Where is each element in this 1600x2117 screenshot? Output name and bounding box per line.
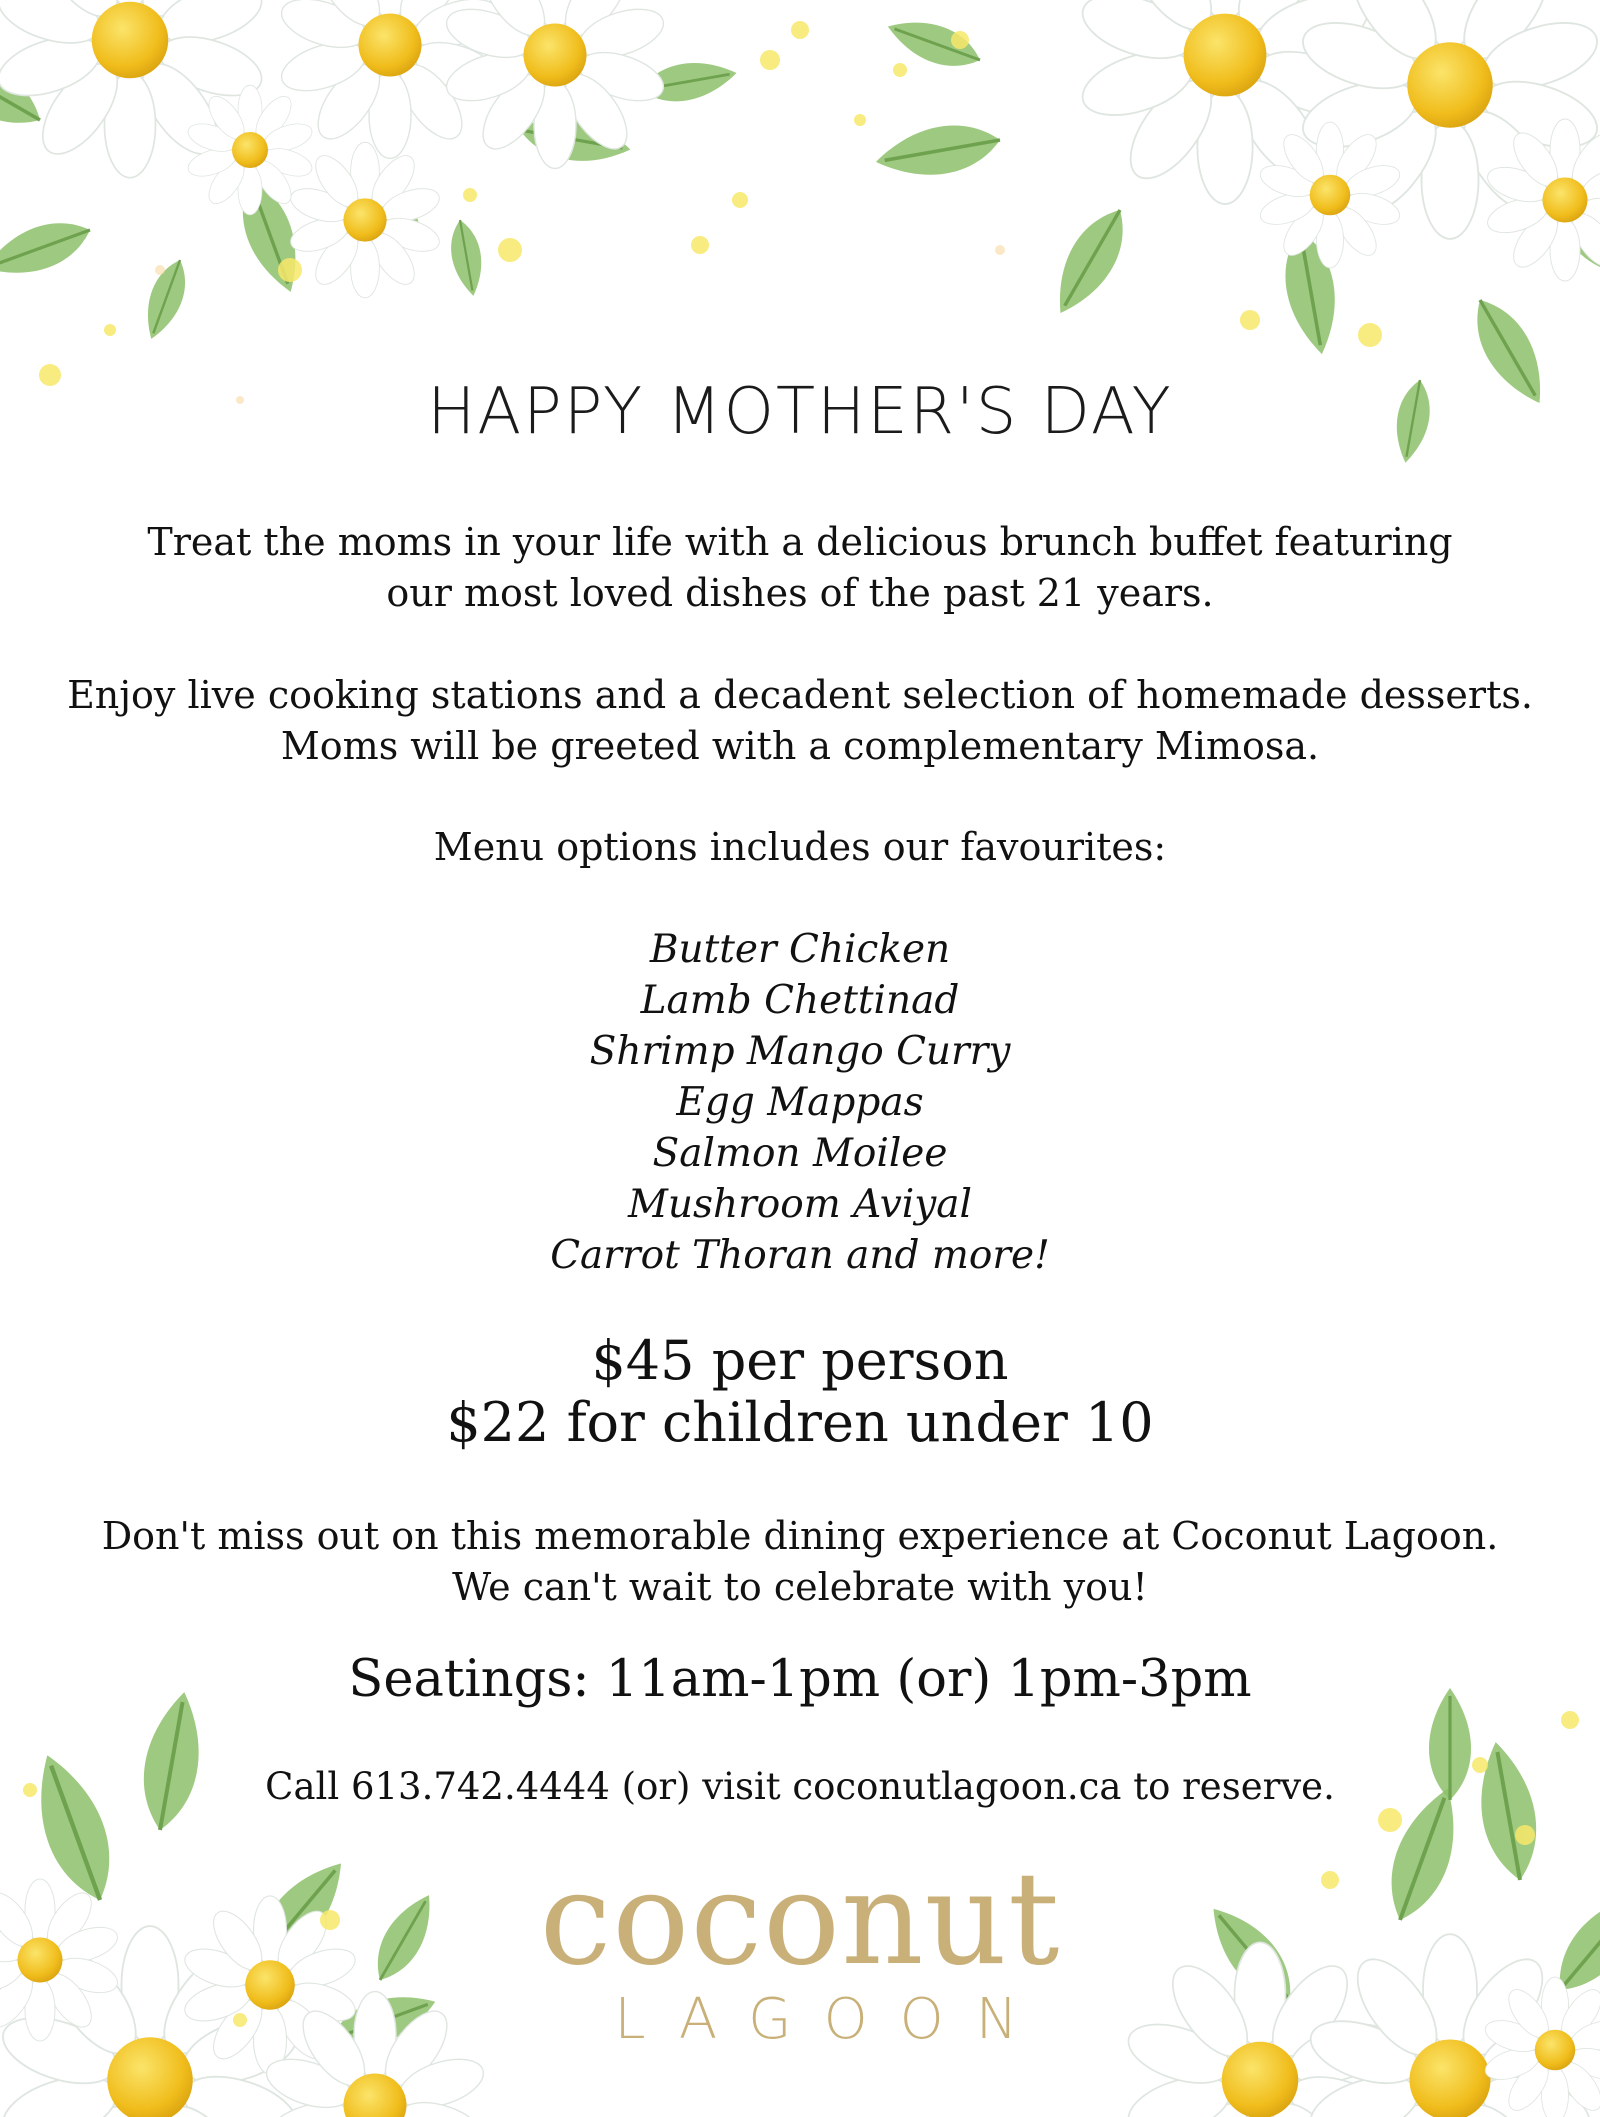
seatings-text: Seatings: 11am-1pm (or) 1pm-3pm xyxy=(348,1650,1252,1709)
child-price: $22 for children under 10 xyxy=(446,1391,1154,1454)
logo-wordmark-lagoon: LAGOON xyxy=(614,1987,1050,2052)
menu-heading: Menu options includes our favourites: xyxy=(433,825,1167,869)
intro-paragraph xyxy=(0,517,1600,619)
menu-item: Egg Mappas xyxy=(676,1080,924,1125)
menu-item: Shrimp Mango Curry xyxy=(589,1029,1011,1074)
menu-item: Salmon Moilee xyxy=(652,1131,948,1176)
stations-line: Enjoy live cooking stations and a decadent selection of homemade desserts. xyxy=(67,673,1533,717)
price-block xyxy=(0,1330,1600,1454)
stations-paragraph xyxy=(0,670,1600,772)
menu-item: Carrot Thoran and more! xyxy=(550,1233,1050,1278)
page-title: HAPPY MOTHER'S DAY xyxy=(427,375,1173,449)
menu-list xyxy=(0,924,1600,1281)
stations-line: Moms will be greeted with a complementary Mimosa. xyxy=(280,724,1320,768)
adult-price: $45 per person xyxy=(591,1329,1009,1392)
menu-item: Mushroom Aviyal xyxy=(627,1182,972,1227)
intro-line: Treat the moms in your life with a delicious brunch buffet featuring xyxy=(147,520,1453,564)
closing-line: We can't wait to celebrate with you! xyxy=(452,1565,1148,1609)
closing-paragraph xyxy=(0,1511,1600,1613)
intro-line: our most loved dishes of the past 21 years. xyxy=(386,571,1214,615)
logo-wordmark-coconut: coconut xyxy=(539,1845,1061,1994)
menu-item: Lamb Chettinad xyxy=(640,978,960,1023)
reservation-info: Call 613.742.4444 (or) visit coconutlagoon.ca to reserve. xyxy=(265,1765,1335,1808)
closing-line: Don't miss out on this memorable dining experience at Coconut Lagoon. xyxy=(101,1514,1499,1558)
menu-item: Butter Chicken xyxy=(649,927,951,972)
